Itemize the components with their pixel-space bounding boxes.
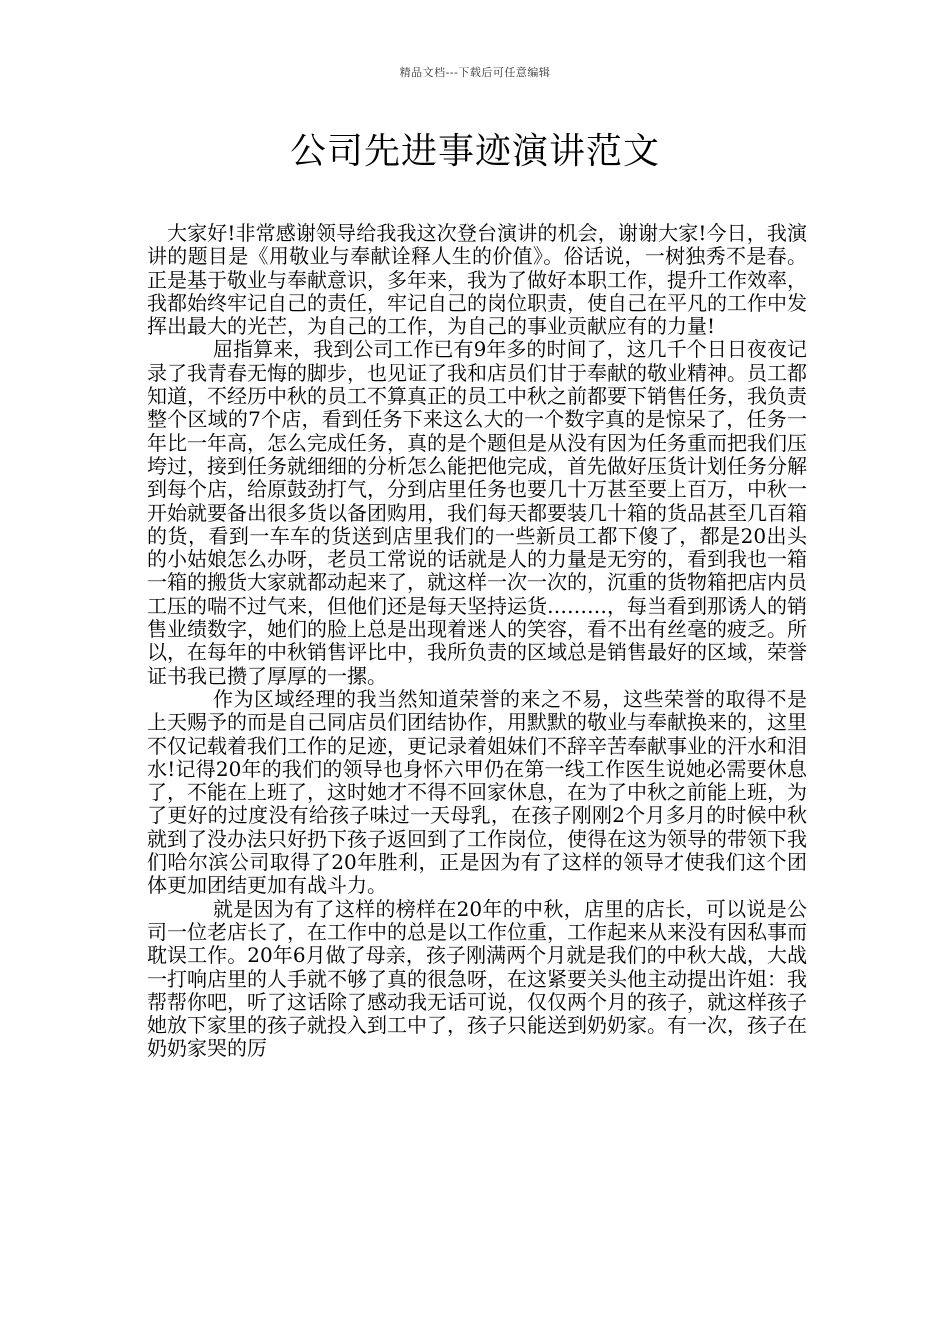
paragraph-2: 屈指算来，我到公司工作已有9年多的时间了，这几千个日日夜夜记录了我青春无悔的脚步，也见证了我和店员们甘于奉献的敬业精神。员工都知道，不经历中秋的员工不算真正的员工中秋之前都要下销售任务，我负责整个区域的7个店，看到任务下来这么大的一个数字真的是惊呆了，任务一年比一年高，怎么完成任务，真的是个题但是从没有因为任务重而把我们压垮过，接到任务就细细的分析怎么能把他完成，首先做好压货计划任务分解到每个店，给原鼓劲打气，分到店里任务也要几十万甚至要上百万，中秋一开始就要备出很多货以备团购用，我们每天都要装几十箱的货品甚至几百箱的货，看到一车车的货送到店里我们的一些新员工都下傻了，都是20出头的小姑娘怎么办呀，老员工常说的话就是人的力量是无穷的，看到我也一箱一箱的搬货大家就都动起来了，就这样一次一次的，沉重的货物箱把店内员工压的喘不过气来，但他们还是每天坚持运货………，每当看到那诱人的销售业绩数字，她们的脸上总是出现着迷人的笑容，看不出有丝毫的疲乏。所以，在每年的中秋销售评比中，我所负责的区域总是销售最好的区域，荣誉证书我已攒了厚厚的一摞。 (147, 337, 807, 688)
document-body (147, 222, 807, 1061)
paragraph-3: 作为区域经理的我当然知道荣誉的来之不易，这些荣誉的取得不是上天赐予的而是自己同店员们团结协作，用默默的敬业与奉献换来的，这里不仅记载着我们工作的足迹，更记录着姐妹们不辞辛苦奉献事业的汗水和泪水!记得20年的我们的领导也身怀六甲仍在第一线工作医生说她必需要休息了，不能在上班了，这时她才不得不回家休息，在为了中秋之前能上班，为了更好的过度没有给孩子味过一天母乳，在孩子刚刚2个月多月的时候中秋就到了没办法只好扔下孩子返回到了工作岗位，使得在这为领导的带领下我们哈尔滨公司取得了20年胜利，正是因为有了这样的领导才使我们这个团体更加团结更加有战斗力。 (147, 686, 807, 898)
header-note: 精品文档---下载后可任意编辑 (399, 66, 551, 79)
document-title: 公司先进事迹演讲范文 (289, 131, 660, 172)
paragraph-4: 就是因为有了这样的榜样在20年的中秋，店里的店长，可以说是公司一位老店长了，在工作中的总是以工作位重，工作起来从来没有因私事而耽误工作。20年6月做了母亲，孩子刚满两个月就是我们的中秋大战，大战一打响店里的人手就不够了真的很急呀，在这紧要关头他主动提出许姐：我帮帮你吧，听了这话除了感动我无话可说，仅仅两个月的孩子，就这样孩子她放下家里的孩子就投入到工中了，孩子只能送到奶奶家。有一次，孩子在奶奶家哭的厉 (147, 896, 807, 1061)
paragraph-1: 大家好!非常感谢领导给我我这次登台演讲的机会，谢谢大家!今日，我演讲的题目是《用敬业与奉献诠释人生的价值》。俗话说，一树独秀不是春。正是基于敬业与奉献意识，多年来，我为了做好本职工作，提升工作效率，我都始终牢记自己的责任，牢记自己的岗位职责，使自己在平凡的工作中发挥出最大的光芒，为自己的工作，为自己的事业贡献应有的力量! (147, 221, 807, 339)
